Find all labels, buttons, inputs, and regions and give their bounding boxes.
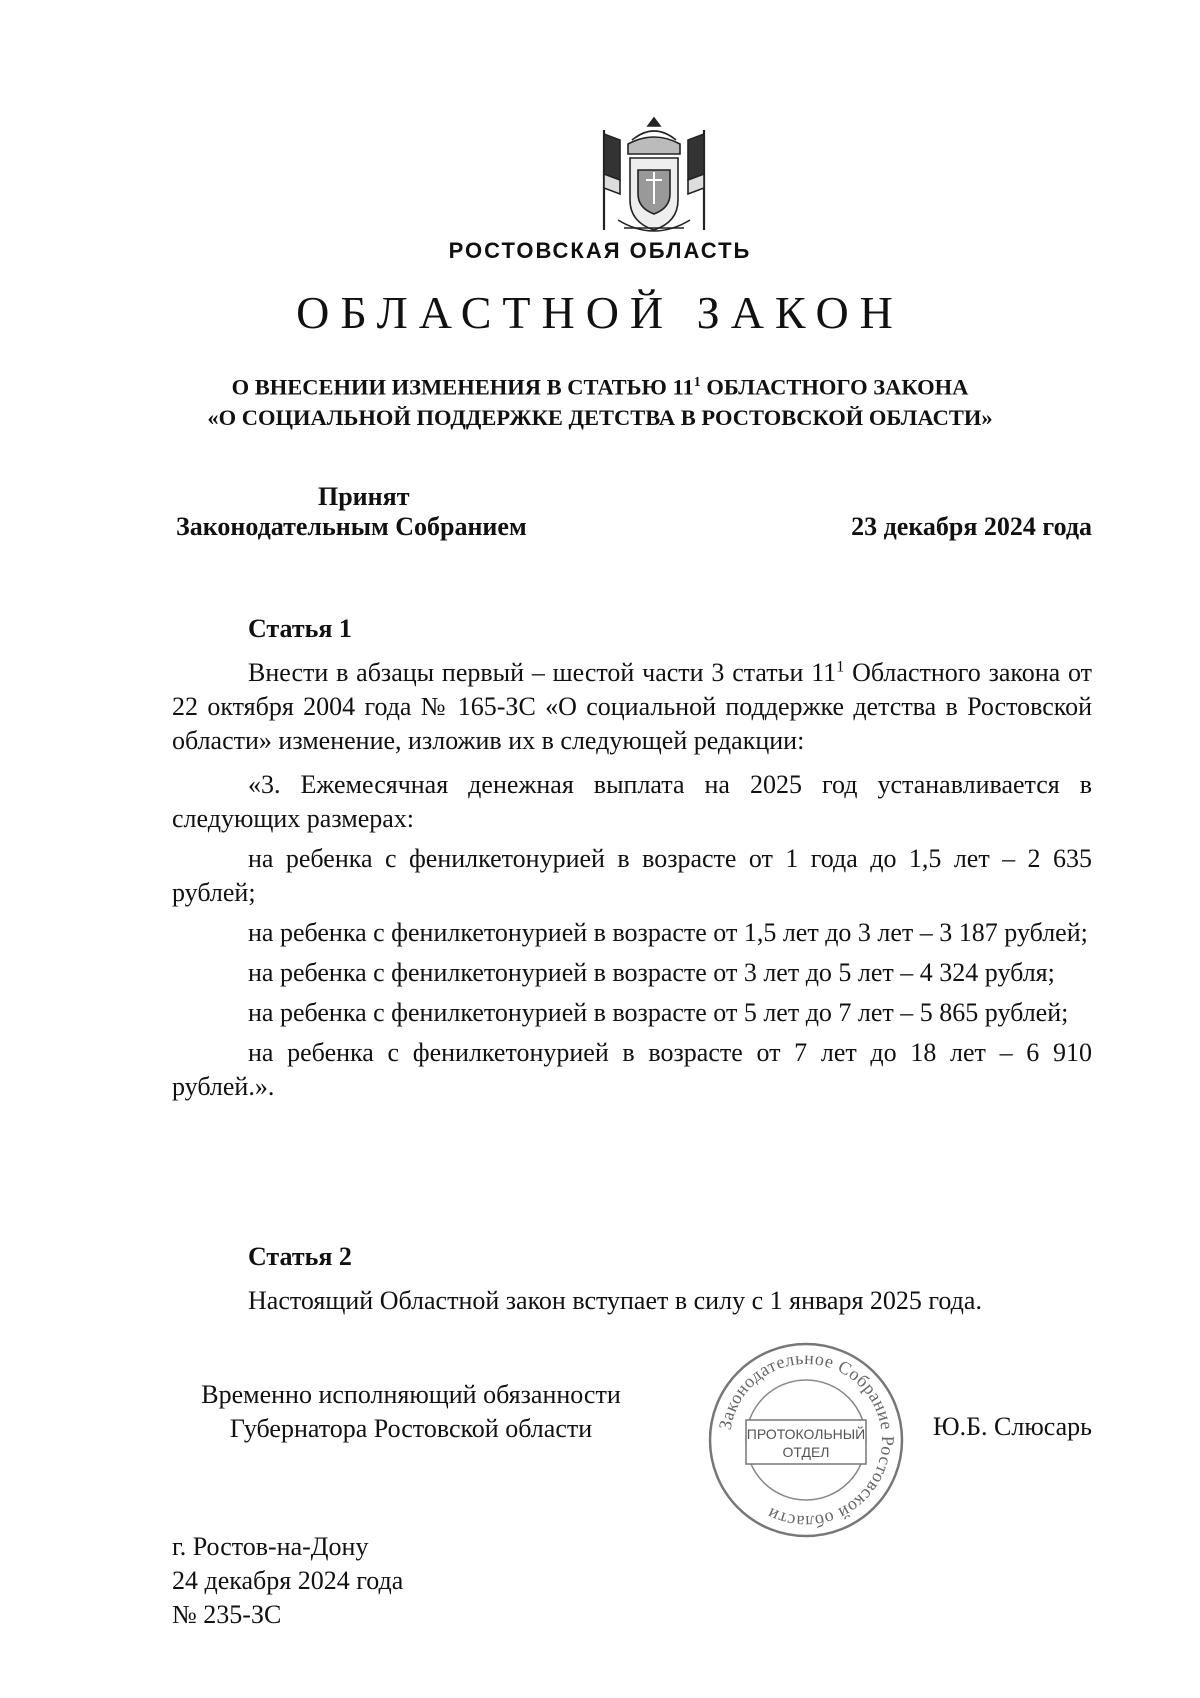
document-type: ОБЛАСТНОЙ ЗАКОН [296,287,904,338]
adopted-date: 23 декабря 2024 года [851,512,1092,541]
region-name: РОСТОВСКАЯ ОБЛАСТЬ [448,238,752,263]
adopted-by: Законодательным Собранием [176,512,527,541]
footer-city: г. Ростов-на-Дону [172,1532,369,1561]
law-title [0,368,1200,433]
law-title-line1: О ВНЕСЕНИИ ИЗМЕНЕНИЯ В СТАТЬЮ $11^1$ ОБЛАСТНОГО ЗАКОНА [231,374,969,400]
article-1-paragraph: «3. Ежемесячная денежная выплата на 2025 год устанавливается в следующих размерах: [172,770,1092,833]
article-2 [172,1240,1092,1318]
adopted-label: Принят [318,482,410,511]
official-stamp [706,1340,906,1540]
footer-date: 24 декабря 2024 года [172,1566,404,1595]
law-title-line2: «О СОЦИАЛЬНОЙ ПОДДЕРЖКЕ ДЕТСТВА В РОСТОВСКОЙ ОБЛАСТИ» [207,404,993,430]
signatory-position: Временно исполняющий обязанности Губернатора Ростовской области [201,1380,621,1443]
stamp-inner-line2: ОТДЕЛ [782,1444,830,1460]
article-1-heading: Статья 1 [248,614,352,643]
article-2-text: Настоящий Областной закон вступает в силу с 1 января 2025 года. [248,1286,982,1315]
signatory-name: Ю.Б. Слюсарь [932,1412,1092,1441]
list-item: на ребенка с фенилкетонурией в возрасте от 5 лет до 7 лет – 5 865 рублей; [248,998,1069,1027]
article-1-intro: Внести в абзацы первый – шестой части 3 статьи $11^1$ Областного закона от 22 октября 2004 года № 165-ЗС «О социальной поддержке детства в Ростовской области» изменение, изложив их в следующей редакции: [172,658,1092,755]
list-item: на ребенка с фенилкетонурией в возрасте от 1 года до 1,5 лет – 2 635 рублей; [172,844,1092,907]
list-item: на ребенка с фенилкетонурией в возрасте от 3 лет до 5 лет – 4 324 рубля; [248,958,1055,987]
footer-number: № 235-ЗС [172,1600,282,1629]
stamp-ring-text: Законодательное Собрание Ростовской области [714,1347,899,1533]
coat-of-arms-emblem [588,110,720,242]
stamp-inner-line1: ПРОТОКОЛЬНЫЙ [746,1426,866,1442]
list-item: на ребенка с фенилкетонурией в возрасте от 1,5 лет до 3 лет – 3 187 рублей; [248,918,1088,947]
list-item: на ребенка с фенилкетонурией в возрасте от 7 лет до 18 лет – 6 910 рублей.». [172,1038,1092,1101]
document-footer [172,1530,403,1632]
article-2-heading: Статья 2 [248,1242,352,1271]
article-1 [172,612,1092,1104]
